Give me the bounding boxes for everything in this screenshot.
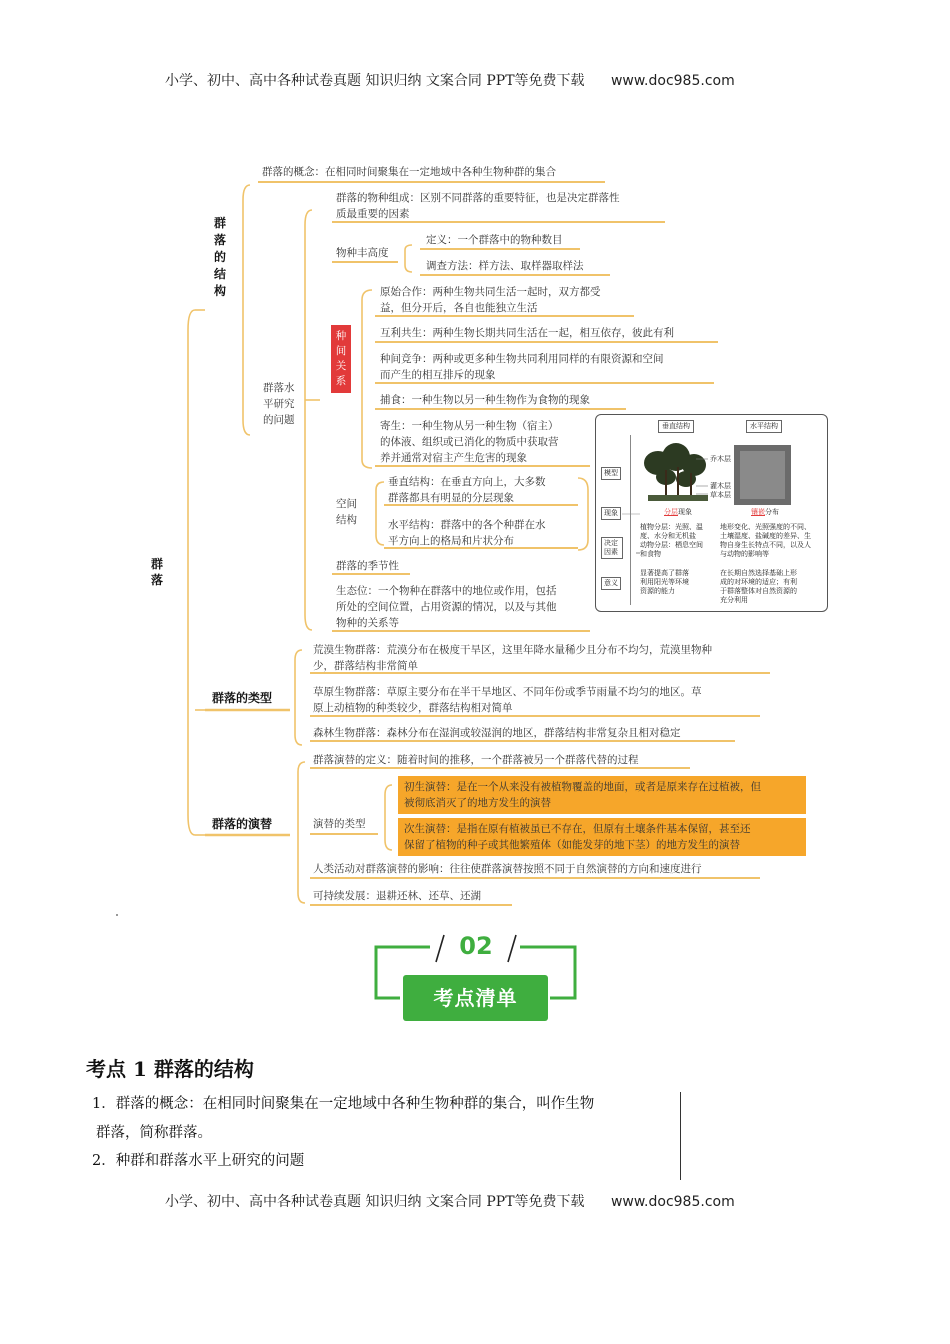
node-parasitism-3: 养并通常对宿主产生危害的现象 <box>380 452 527 464</box>
node-seasonality: 群落的季节性 <box>336 560 399 572</box>
node-human-impact: 人类活动对群落演替的影响：往往使群落演替按照不同于自然演替的方向和速度进行 <box>313 863 702 875</box>
interspecies-label: 种 间 关 系 <box>331 325 351 393</box>
fig-phenomenon-right: 镶嵌分布 <box>751 508 779 516</box>
fig-factor-right: 地形变化、光照强度的不同、 土壤湿度、盐碱度的差异、生 物自身生长特点不同，以及人 与动物的影响等 <box>720 523 811 558</box>
node-primary-succession: 初生演替：是在一个从来没有被植物覆盖的地面，或者是原来存在过植被，但 被彻底消灭了的地方发生的演替 <box>398 776 806 814</box>
stray-dot <box>116 914 118 916</box>
header-text: 小学、初中、高中各种试卷真题 知识归纳 文案合同 PPT等免费下载 <box>165 73 585 89</box>
fig-layer-herb: 草本层 <box>710 491 731 499</box>
banner-title: 考点清单 <box>403 975 548 1021</box>
fig-horizontal-title: 水平结构 <box>746 420 782 433</box>
section-item1-b: 群落，简称群落。 <box>96 1125 212 1141</box>
node-composition-1: 群落的物种组成：区别不同群落的重要特征，也是决定群落性 <box>336 192 620 204</box>
node-parasitism-1: 寄生：一种生物从另一种生物（宿主） <box>380 420 559 432</box>
section-item2: 2．种群和群落水平上研究的问题 <box>92 1153 305 1169</box>
branch-succession-label: 群落的演替 <box>212 817 273 831</box>
node-grassland-2: 原上动植物的种类较少，群落结构相对简单 <box>313 702 513 714</box>
node-vertical-1: 垂直结构：在垂直方向上，大多数 <box>388 476 546 488</box>
node-richness: 物种丰高度 <box>336 247 389 259</box>
node-niche-3: 物种的关系等 <box>336 617 399 629</box>
node-competition-1: 种间竞争：两种或更多种生物共同利用同样的有限资源和空间 <box>380 353 664 365</box>
node-sustainable: 可持续发展：退耕还林、还草、还湖 <box>313 890 481 902</box>
node-desert-1: 荒漠生物群落：荒漠分布在极度干旱区，这里年降水量稀少且分布不均匀，荒漠里物种 <box>313 644 712 656</box>
fig-layer-tree: 乔木层 <box>710 455 731 463</box>
node-desert-2: 少，群落结构非常简单 <box>313 660 418 672</box>
node-forest: 森林生物群落：森林分布在湿润或较湿润的地区，群落结构非常复杂且相对稳定 <box>313 727 681 739</box>
node-niche-2: 所处的空间位置，占用资源的情况，以及与其他 <box>336 601 557 613</box>
node-grassland-1: 草原生物群落：草原主要分布在半干旱地区、不同年份或季节雨量不均匀的地区。草 <box>313 686 702 698</box>
table-edge <box>680 1092 681 1180</box>
node-horizontal-1: 水平结构：群落中的各个种群在水 <box>388 519 546 531</box>
fig-vertical-title: 垂直结构 <box>658 420 694 433</box>
section-item1-a: 1．群落的概念：在相同时间聚集在一定地域中各种生物种群的集合，叫作生物 <box>92 1096 595 1112</box>
node-succession-def: 群落演替的定义：随着时间的推移，一个群落被另一个群落代替的过程 <box>313 754 639 766</box>
fig-row-model: 模型 <box>601 467 621 480</box>
fig-row-phenomenon: 现象 <box>601 507 621 520</box>
node-protocooperation-2: 益，但分开后，各自也能独立生活 <box>380 302 538 314</box>
banner-number: 02 <box>459 932 493 960</box>
fig-meaning-left: 显著提高了群落 利用阳光等环境 资源的能力 <box>640 569 689 595</box>
node-composition-2: 质最重要的因素 <box>336 208 410 220</box>
node-richness-method: 调查方法：样方法、取样器取样法 <box>426 260 584 272</box>
root-label: 群 落 <box>150 557 163 587</box>
branch-types-label: 群落的类型 <box>212 691 273 705</box>
node-vertical-2: 群落都具有明显的分层现象 <box>388 492 514 504</box>
node-competition-2: 而产生的相互排斥的现象 <box>380 369 496 381</box>
fig-row-factor: 决定因素 <box>601 537 623 559</box>
node-secondary-succession: 次生演替：是指在原有植被虽已不存在，但原有土壤条件基本保留，甚至还 保留了植物的种子或其他繁殖体（如能发芽的地下茎）的地方发生的演替 <box>398 818 806 856</box>
fig-factor-left: 植物分层：光照、温 度、水分和无机盐 动物分层：栖息空间 和食物 <box>640 523 703 558</box>
section-heading: 考点 1 群落的结构 <box>86 1057 254 1081</box>
page-footer <box>165 1191 735 1211</box>
node-niche-1: 生态位：一个物种在群落中的地位或作用，包括 <box>336 585 557 597</box>
fig-meaning-right: 在长期自然选择基础上形 成的对环境的适应；有利 于群落整体对自然资源的 充分利用 <box>720 569 797 604</box>
node-spatial: 空间 结构 <box>336 498 357 526</box>
structure-figure <box>595 414 828 612</box>
node-mutualism: 互利共生：两种生物长期共同生活在一起，相互依存，彼此有利 <box>380 327 674 339</box>
node-horizontal-issues: 群落水 平研究 的问题 <box>263 382 295 426</box>
fig-phenomenon-left: 分层现象 <box>664 508 692 516</box>
node-richness-def: 定义：一个群落中的物种数目 <box>426 234 563 246</box>
fig-row-meaning: 意义 <box>601 577 621 590</box>
footer-url[interactable]: www.doc985.com <box>610 1194 735 1210</box>
node-predation: 捕食：一种生物以另一种生物作为食物的现象 <box>380 394 590 406</box>
footer-text: 小学、初中、高中各种试卷真题 知识归纳 文案合同 PPT等免费下载 <box>165 1194 585 1210</box>
node-concept: 群落的概念：在相同时间聚集在一定地域中各种生物种群的集合 <box>262 166 556 178</box>
header-url[interactable]: www.doc985.com <box>610 73 735 89</box>
branch-structure-label: 群 落 的 结 构 <box>213 216 226 298</box>
node-succession-types: 演替的类型 <box>313 818 366 830</box>
fig-layer-shrub: 灌木层 <box>710 482 731 490</box>
node-parasitism-2: 的体液、组织或已消化的物质中获取营 <box>380 436 559 448</box>
node-protocooperation-1: 原始合作：两种生物共同生活一起时，双方都受 <box>380 286 601 298</box>
node-horizontal-2: 平方向上的格局和片状分布 <box>388 535 514 547</box>
